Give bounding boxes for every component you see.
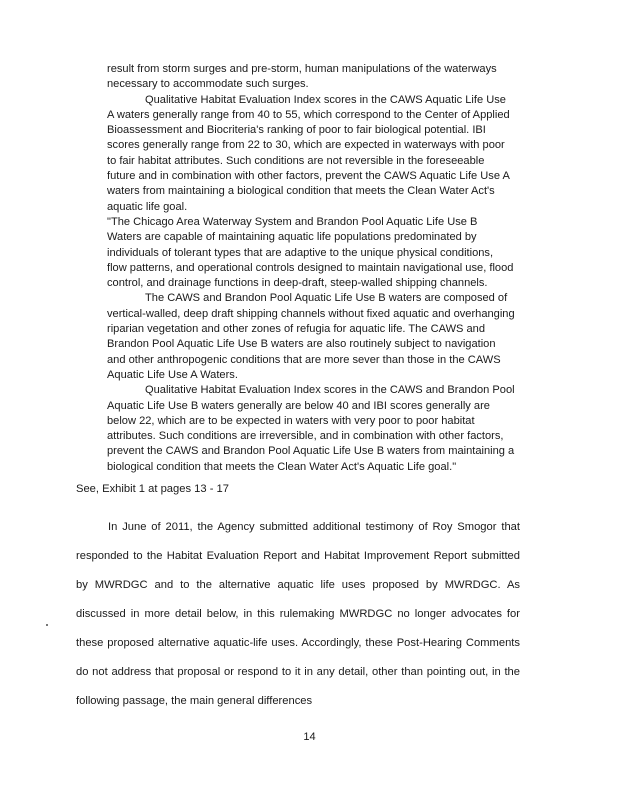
citation-line: See, Exhibit 1 at pages 13 - 17 — [76, 483, 229, 495]
quote-paragraph-1: result from storm surges and pre-storm, human manipulations of the waterways necessary to accommodate such surges. — [107, 63, 497, 91]
block-quote — [107, 62, 515, 475]
scan-speck — [46, 624, 48, 626]
quote-paragraph-2: Qualitative Habitat Evaluation Index scores in the CAWS Aquatic Life Use A waters generally range from 40 to 55, which correspond to the Center of Applied Bioassessment and Biocriteria's ranking of poor to fair biological potential. IBI scores generally range from 22 to 30, which are expected in waterways with poor to fair habitat attributes. Such conditions are not reversible in the foreseeable future and in combination with other factors, prevent the CAWS Aquatic Life Use A waters from maintaining a biological condition that meets the Clean Water Act's aquatic life goal. — [107, 93, 510, 213]
quote-paragraph-4: The CAWS and Brandon Pool Aquatic Life Use B waters are composed of vertical-walled, deep draft shipping channels without fixed aquatic and overhanging riparian vegetation and other zones of refugia for aquatic life. The CAWS and Brandon Pool Aquatic Life Use B waters are also routinely subject to navigation and other anthropogenic conditions that are more sever than those in the CAWS Aquatic Life Use A Waters. — [107, 292, 515, 381]
body-paragraph: In June of 2011, the Agency submitted additional testimony of Roy Smogor that responded to the Habitat Evaluation Report and Habitat Improvement Report submitted by MWRDGC and to the alternative aquatic life uses proposed by MWRDGC. As discussed in more detail below, in this rulemaking MWRDGC no longer advocates for these proposed alternative aquatic-life uses. Accordingly, these Post-Hearing Comments do not address that proposal or respond to it in any detail, other than pointing out, in the following passage, the main general differences — [76, 521, 520, 707]
page-number: 14 — [303, 731, 316, 743]
body-text — [76, 513, 520, 716]
quote-paragraph-5: Qualitative Habitat Evaluation Index scores in the CAWS and Brandon Pool Aquatic Life Use B waters generally are below 40 and IBI scores generally are below 22, which are to be expected in waters with very poor to poor habitat attributes. Such conditions are irreversible, and in combination with other factors, prevent the CAWS and Brandon Pool Aquatic Life Use B waters from maintaining a biological condition that meets the Clean Water Act's Aquatic Life goal." — [107, 384, 515, 473]
quote-paragraph-3: "The Chicago Area Waterway System and Brandon Pool Aquatic Life Use B Waters are capable of maintaining aquatic life populations predominated by individuals of tolerant types that are adaptive to the unique physical conditions, flow patterns, and operational controls designed to maintain navigational use, flood control, and drainage functions in deep-draft, steep-walled shipping channels. — [107, 215, 514, 290]
